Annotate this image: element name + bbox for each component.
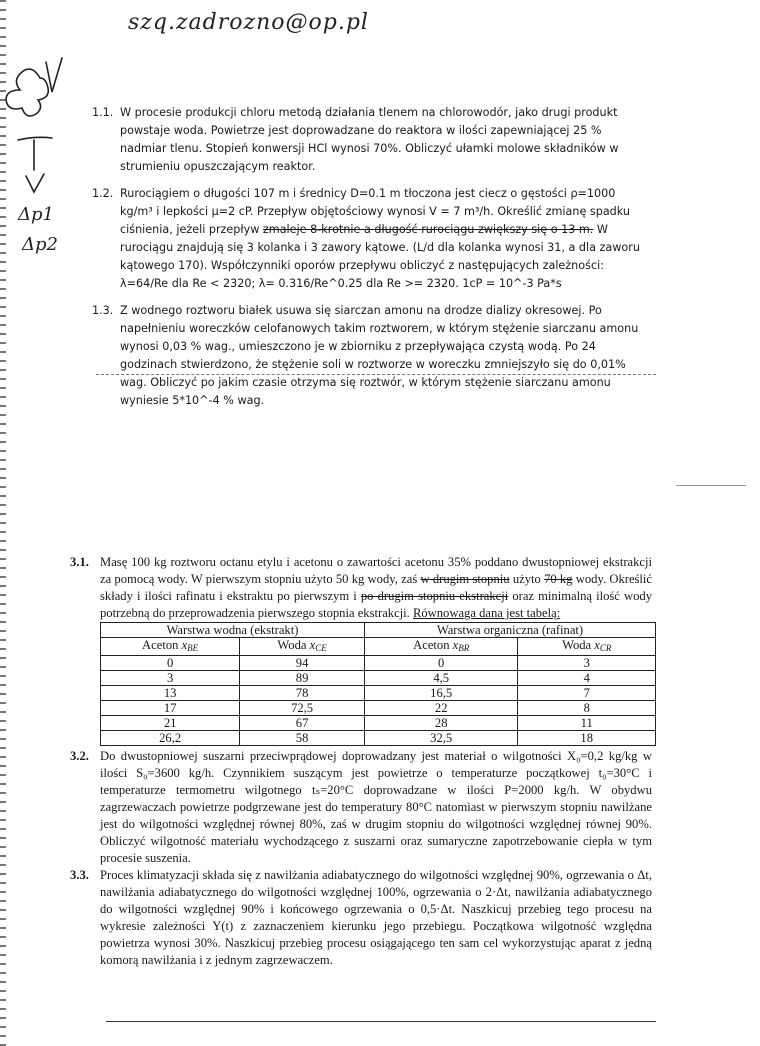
margin-line	[676, 485, 746, 486]
table-row: 17 72,5 22 8	[101, 701, 656, 716]
problem-3-3	[70, 867, 652, 969]
problem-text: Z wodnego roztworu białek usuwa się siarczan amonu na drodze dializy okresowej. Po napełnieniu woreczków celofanowych takim roztworem, w którym stężenie siarczanu amonu wynosi 0,03 % wag., umieszczono je w zbiorniku z przepływająca czystą wodą. Po 24 godzinach stwierdzono, że stężenie soli w roztworze w woreczku zmniejszyło się do 0,01% wag. Obliczyć po jakim czasie otrzyma się roztwór, w którym stężenie siarczanu amonu wyniesie 5*10^-4 % wag.	[120, 304, 639, 407]
section-1	[92, 104, 647, 419]
problem-number: 1.1.	[92, 106, 114, 119]
struck-text-2: 70 kg	[544, 572, 573, 586]
problem-number: 3.1.	[70, 555, 89, 569]
handwritten-V-note	[26, 174, 44, 192]
struck-text-1: w drugim stopniu	[420, 572, 510, 586]
table-row: 3 89 4,5 4	[101, 671, 656, 686]
problem-number: 3.2.	[70, 749, 89, 763]
table-row: 21 67 28 11	[101, 716, 656, 731]
problem-text-e: Równowaga dana jest tabelą:	[412, 606, 561, 620]
handwritten-T-note	[18, 137, 52, 170]
struck-text-3: po drugim stopniu ekstrakcji	[360, 589, 509, 603]
table-col-header: Aceton $x_{BR}$	[364, 638, 518, 656]
problem-number: 3.3.	[70, 868, 89, 882]
table-row: 26,2 58 32,5 18	[101, 731, 656, 746]
problem-1-3	[92, 302, 647, 410]
table-row: 0 94 0 3	[101, 656, 656, 671]
problem-text-b: użyto	[509, 572, 545, 586]
problem-text-struck: zmaleje 8-krotnie a długość rurociągu zwiększy się o 13 m.	[262, 223, 594, 236]
section-3	[70, 554, 652, 969]
table-col-header: Aceton $x_{BE}$	[101, 638, 240, 656]
problem-number: 1.3.	[92, 304, 114, 317]
table-col-header: Woda $x_{CE}$	[240, 638, 365, 656]
problem-3-2	[70, 748, 652, 867]
problem-text-b: W rurociągu znajdują się 3 kolanka i 3 zawory kątowe. (L/d dla kolanka wynosi 31, a dla zaworu kątowego 170). Współczynniki oporów przepływu obliczyć z następujących zależności: λ=64/Re dla Re < 2320; λ= 0.316/Re^0.25 dla Re >= 2320. 1cP = 10^-3 Pa*s	[120, 223, 640, 290]
problem-3-1	[70, 554, 652, 746]
equilibrium-table	[100, 622, 656, 746]
problem-text-a: Masę 100 kg roztworu octanu etylu i acetonu o zawartości acetonu 35% poddano dwustopniowej ekstrakcji za pomocą wody. W pierwszym stopniu użyto 50 kg wody, zaś	[100, 555, 652, 586]
handwritten-doodle-icon	[6, 69, 48, 116]
handwritten-dp1-note: Δp1	[18, 204, 54, 225]
problem-text: Do dwustopniowej suszarni przeciwprądowej doprowadzany jest materiał o wilgotności X₀=0,2 kg/kg w ilości S₀=3600 kg/h. Czynnikiem suszącym jest powietrze o temperaturze początkowej t₀=30°C i temperaturze termometru wilgotnego tₛ=20°C doprowadzane w ilości P=2000 kg/h. W obydwu zagrzewaczach powietrze podgrzewane jest do temperatury 80°C natomiast w pierwszym stopniu nawilżane jest do wilgotności względnej równej 80%, zaś w drugim stopniu do wilgotności względnej równej 90%. Obliczyć wilgotność materiału wychodzącego z suszarni oraz sumaryczne zapotrzebowanie ciepła w tym procesie suszenia.	[100, 749, 652, 865]
handwritten-dp2-note: Δp2	[22, 234, 58, 255]
problem-text-d: oraz minimalną ilość wody potrzebną do przeprowadzenia pierwszego stopnia ekstrakcji.	[100, 589, 652, 620]
table-group-header: Warstwa organiczna (rafinat)	[364, 623, 655, 638]
table-group-header: Warstwa wodna (ekstrakt)	[101, 623, 365, 638]
table-row: 13 78 16,5 7	[101, 686, 656, 701]
problem-number: 1.2.	[92, 187, 114, 200]
bottom-rule	[106, 1021, 656, 1022]
problem-text-a: Rurociągiem o długości 107 m i średnicy D=0.1 m tłoczona jest ciecz o gęstości ρ=1000 kg/m³ i lepkości μ=2 cP. Przepływ objętościowy wynosi V = 7 m³/h. Określić zmianę spadku ciśnienia, jeżeli przepływ	[120, 187, 631, 236]
problem-1-1	[92, 104, 647, 176]
problem-1-2	[92, 185, 647, 293]
section-divider	[96, 374, 656, 375]
problem-text: W procesie produkcji chloru metodą działania tlenem na chlorowodór, jako drugi produkt powstaje woda. Powietrze jest doprowadzane do reaktora w ilości zapewniającej 25 % nadmiar tlenu. Stopień konwersji HCl wynosi 70%. Obliczyć ułamki molowe składników w strumieniu opuszczającym reaktor.	[120, 106, 619, 173]
problem-text: Proces klimatyzacji składa się z nawilżania adiabatycznego do wilgotności względnej 90%, ogrzewania o Δt, nawilżania adiabatycznego do wilgotności względnej 100%, ogrzewania o 2·Δt, nawilżania adiabatycznego do wilgotności względnej 90% i końcowego ogrzewania o 0,5·Δt. Naszkicuj przebieg tego procesu na wykresie zależności Y(t) z zaznaczeniem kierunku jego przebiegu. Początkowa wilgotność względna powietrza wynosi 30%. Naszkicuj przebieg procesu osiągającego ten sam cel wykorzystując aparat z jedną komorą nawilżania i z jednym zagrzewaczem.	[100, 868, 652, 967]
table-col-header: Woda $x_{CR}$	[518, 638, 656, 656]
handwritten-margin-notes	[0, 40, 95, 280]
problem-text-c: wody. Określić składy i ilości rafinatu i ekstraktu po pierwszym i	[100, 572, 653, 603]
handwritten-email: szq.zadrozno@op.pl	[128, 10, 369, 35]
